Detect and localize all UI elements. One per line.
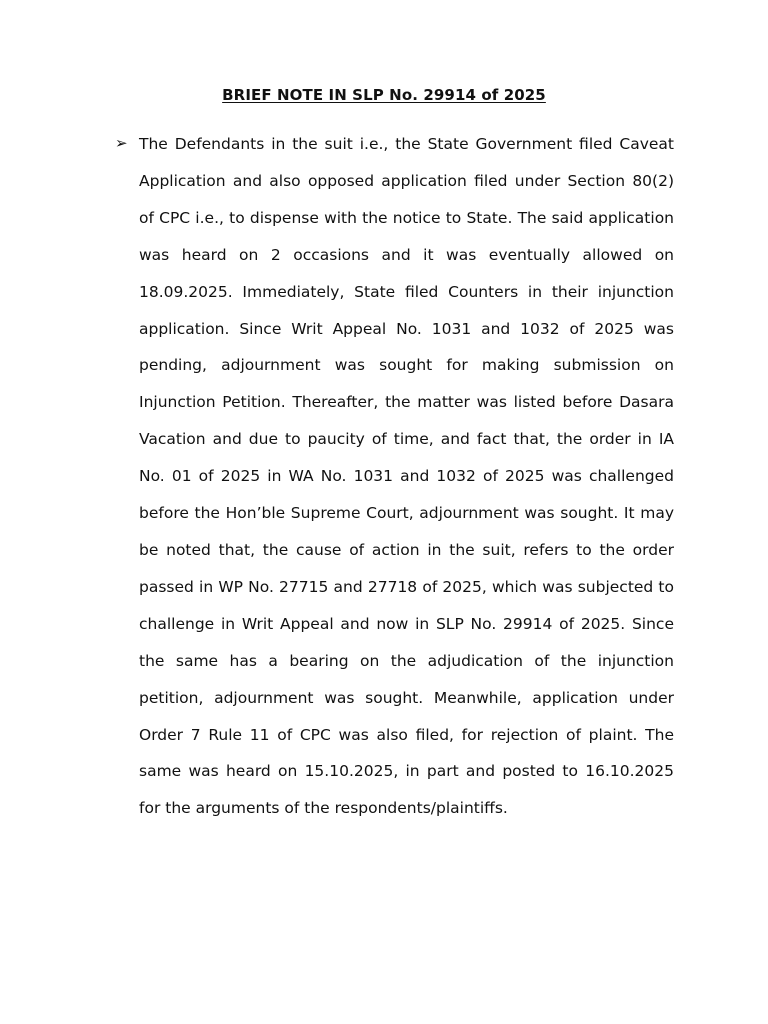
arrow-bullet-icon: ➢ <box>115 134 128 152</box>
body-paragraph: The Defendants in the suit i.e., the State Government filed Caveat Application and also opposed application filed under Section 80(2) of CPC i.e., to dispense with the notice to State. The said application was heard on 2 occasions and it was eventually allowed on 18.09.2025. Immediately, State filed Counters in their injunction application. Since Writ Appeal No. 1031 and 1032 of 2025 was pending, adjournment was sought for making submission on Injunction Petition. Thereafter, the matter was listed before Dasara Vacation and due to paucity of time, and fact that, the order in IA No. 01 of 2025 in WA No. 1031 and 1032 of 2025 was challenged before the Hon’ble Supreme Court, adjournment was sought. It may be noted that, the cause of action in the suit, refers to the order passed in WP No. 27715 and 27718 of 2025, which was subjected to challenge in Writ Appeal and now in SLP No. 29914 of 2025. Since the same has a bearing on the adjudication of the injunction petition, adjournment was sought. Meanwhile, application under Order 7 Rule 11 of CPC was also filed, for rejection of plaint. The same was heard on 15.10.2025, in part and posted to 16.10.2025 for the arguments of the respondents/plaintiffs. <box>139 135 674 818</box>
document-title: BRIEF NOTE IN SLP No. 29914 of 2025 <box>222 86 546 104</box>
